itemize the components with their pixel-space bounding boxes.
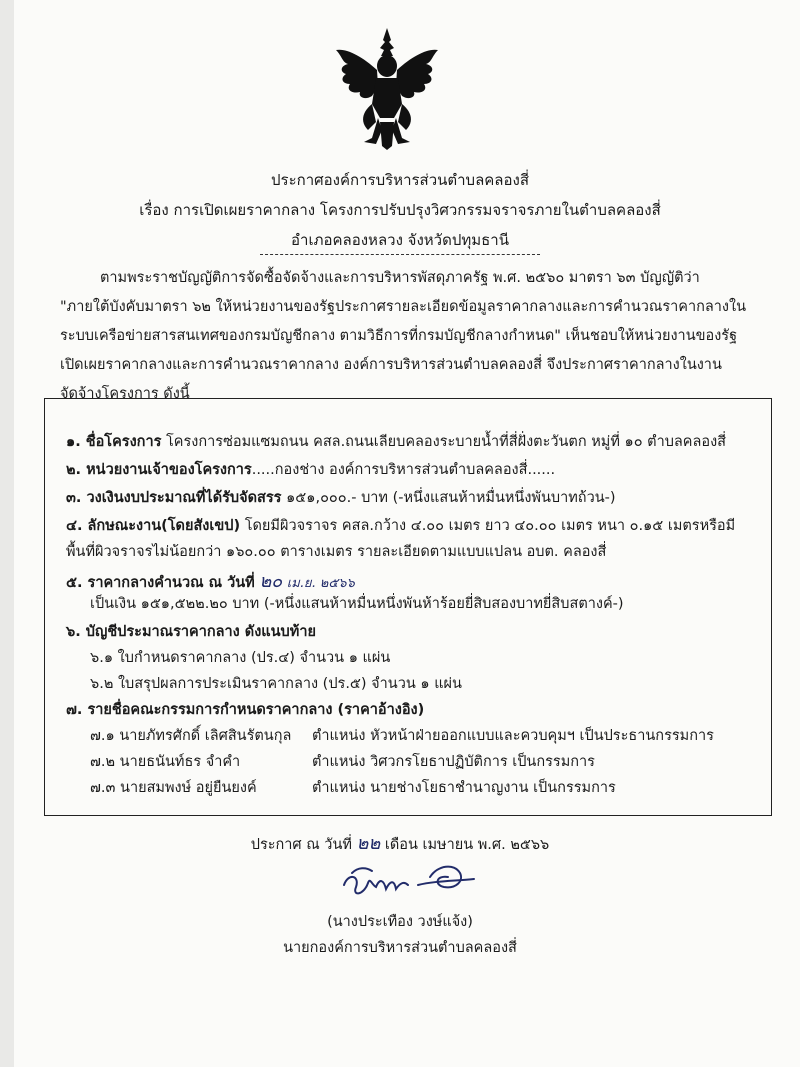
committee-member-role: ตำแหน่ง วิศวกรโยธาปฏิบัติการ เป็นกรรมการ <box>312 754 595 770</box>
committee-member-role: ตำแหน่ง นายช่างโยธาชำนาญงาน เป็นกรรมการ <box>312 780 616 796</box>
item-label: ๓. วงเงินงบประมาณที่ได้รับจัดสรร <box>66 490 282 506</box>
item-label: ๑. ชื่อโครงการ <box>66 434 162 450</box>
intro-line-5: จัดจ้างโครงการ ดังนี้ <box>60 386 190 402</box>
sub-item-pr5: ๖.๒ ใบสรุปผลการประเมินราคากลาง (ปร.๕) จำนวน ๑ แผ่น <box>90 676 462 692</box>
announce-prefix: ประกาศ ณ วันที่ <box>250 837 357 853</box>
committee-member-name: ๗.๑ นายภัทรศักดิ์ เลิศสินรัตนกุล <box>90 728 292 744</box>
signature-icon <box>338 855 488 910</box>
intro-line-4: เปิดเผยราคากลางและการคำนวณราคากลาง องค์การบริหารส่วนตำบลคลองสี่ จึงประกาศราคากลางในงาน <box>60 357 722 373</box>
announce-suffix: เดือน เมษายน พ.ศ. ๒๕๖๖ <box>380 837 550 853</box>
item-label: ๔. ลักษณะงาน(โดยสังเขป) <box>66 518 241 534</box>
item-median-price-date <box>66 566 355 595</box>
item-label: ๒. หน่วยงานเจ้าของโครงการ <box>66 462 252 478</box>
announcement-date-line <box>0 828 800 857</box>
item-budget <box>66 486 616 509</box>
item-committee-heading: ๗. รายชื่อคณะกรรมการกำหนดราคากลาง (ราคาอ้างอิง) <box>66 702 425 718</box>
item-text: โครงการซ่อมแซมถนน คสล.ถนนเลียบคลองระบายน้ำที่สี่ฝั่งตะวันตก หมู่ที่ ๑๐ ตำบลคลองสี่ <box>161 434 727 450</box>
item-text: โดยมีผิวจราจร คสล.กว้าง ๔.๐๐ เมตร ยาว ๔๐.๐๐ เมตร หนา ๐.๑๕ เมตรหรือมี <box>240 518 736 534</box>
header-divider <box>260 254 540 255</box>
handwritten-month-year: เม.ย. ๒๕๖๖ <box>286 576 355 591</box>
announcement-district: อำเภอคลองหลวง จังหวัดปทุมธานี <box>291 231 509 249</box>
item-project-name <box>66 430 726 453</box>
item-owner-unit <box>66 458 555 481</box>
item-median-price-amount: เป็นเงิน ๑๕๑,๕๒๒.๒๐ บาท (-หนึ่งแสนห้าหมื่นหนึ่งพันห้าร้อยยี่สิบสองบาทยี่สิบสตางค์-) <box>90 596 624 612</box>
announcement-title: ประกาศองค์การบริหารส่วนตำบลคลองสี่ <box>271 171 529 189</box>
announcement-subject: เรื่อง การเปิดเผยราคากลาง โครงการปรับปรุงวิศวกรรมจราจรภายในตำบลคลองสี่ <box>139 201 661 219</box>
handwritten-day: ๒๐ <box>259 571 283 592</box>
signatory-name: (นางประเทือง วงษ์แจ้ง) <box>327 914 473 930</box>
intro-line-1: ตามพระราชบัญญัติการจัดซื้อจัดจ้างและการบริหารพัสดุภาครัฐ พ.ศ. ๒๕๖๐ มาตรา ๖๓ บัญญัติว่า <box>100 270 700 286</box>
item-text: .....กองช่าง องค์การบริหารส่วนตำบลคลองสี่...... <box>251 462 556 478</box>
item-price-estimate-list: ๖. บัญชีประมาณราคากลาง ดังแนบท้าย <box>66 624 316 640</box>
intro-line-2: "ภายใต้บังคับมาตรา ๖๒ ให้หน่วยงานของรัฐประกาศรายละเอียดข้อมูลราคากลางและการคำนวณราคากลางใน <box>60 299 746 315</box>
committee-member-role: ตำแหน่ง หัวหน้าฝ่ายออกแบบและควบคุมฯ เป็นประธานกรรมการ <box>312 728 714 744</box>
garuda-emblem-icon <box>332 26 442 152</box>
item-label: ๕. ราคากลางคำนวณ ณ วันที่ <box>66 575 255 591</box>
intro-line-3: ระบบเครือข่ายสารสนเทศของกรมบัญชีกลาง ตามวิธีการที่กรมบัญชีกลางกำหนด" เห็นชอบให้หน่วยงานของรัฐ <box>60 328 738 344</box>
item-work-description-line2: พื้นที่ผิวจราจรไม่น้อยกว่า ๑๖๐.๐๐ ตารางเมตร รายละเอียดตามแบบแปลน อบต. คลองสี่ <box>66 544 607 560</box>
item-work-description <box>66 514 735 537</box>
committee-member-name: ๗.๓ นายสมพงษ์ อยู่ยืนยงค์ <box>90 780 257 796</box>
item-text: ๑๕๑,๐๐๐.- บาท (-หนึ่งแสนห้าหมื่นหนึ่งพันบาทถ้วน-) <box>281 490 616 506</box>
handwritten-announce-day: ๒๒ <box>356 833 381 854</box>
committee-member-name: ๗.๒ นายธนันท์ธร จำคำ <box>90 754 241 770</box>
signatory-title: นายกองค์การบริหารส่วนตำบลคลองสี่ <box>283 940 517 956</box>
sub-item-pr4: ๖.๑ ใบกำหนดราคากลาง (ปร.๔) จำนวน ๑ แผ่น <box>90 650 391 666</box>
